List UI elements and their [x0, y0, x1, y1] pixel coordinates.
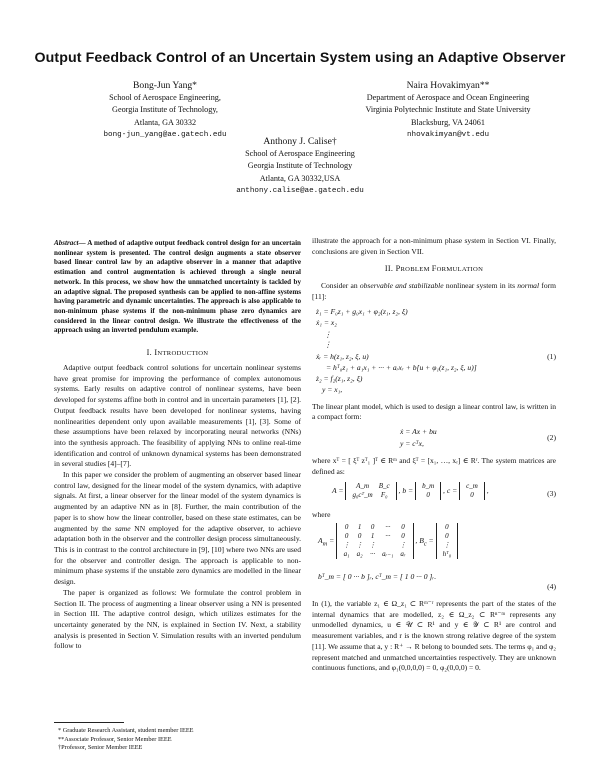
eq1-line: = hᵀ₀z₁ + a₁x₁ + ··· + aᵣxᵣ + b[u + φ₁(z₁, z₂, ξ, u)]: [326, 362, 477, 372]
author-name: Bong-Jun Yang*: [133, 80, 197, 91]
equation-3: A = A_m B_c g₀cᵀ_m F₀ , b = b_m 0 , c = c_m 0 , (3): [332, 482, 556, 500]
paper-title: Output Feedback Control of an Uncertain System using an Adaptive Observer: [34, 50, 566, 66]
author-dept: Department of Aerospace and Ocean Engineering: [366, 93, 530, 102]
intro-paragraph-2: In this paper we consider the problem of augmenting an observer based linear control law, designed for the linear model of the system dynamics, with adaptive signals. At first, a linear observer for the linear model of the system dynamics is augmented by an adaptive NN as in [8]. Further, the main contribution of the paper is to show how the linear controller, based on these state estimates, can be augmented by the same NN employed for the adaptive observer, to achieve adaptation both in the observer and the controller design process simultaneously. This is in contrast to the control architecture in [9], [10] where two NNs are used for the observer and controller design. The approach is applicable to non-minimum phase systems if the unstable zero dynamics are modelled in the linear design.: [54, 470, 301, 587]
author-block-2: [328, 79, 568, 142]
author-name: Anthony J. Calise†: [263, 136, 337, 147]
eq4-line: bᵀ_m = [ 0 ··· b ]ᵣ, cᵀ_m = [ 1 0 ··· 0 ]ᵣ.: [318, 572, 437, 582]
section-heading-introduction: I. INTRODUCTION: [146, 348, 209, 358]
footnote-divider: [54, 722, 124, 723]
author-address: Atlanta, GA 30332: [133, 117, 197, 127]
equation-number: (2): [547, 432, 556, 442]
author-inst: Georgia Institute of Technology,: [112, 105, 218, 115]
author-dept: School of Aerospace Engineering,: [109, 93, 221, 102]
equation-2: [312, 426, 556, 452]
abstract-label: Abstract: [54, 239, 79, 247]
equation-4: $A_m$ = 0 1 0 ··· 0 0 0 1 ··· 0 ⋮ ⋮ ⋮ ⋮ a₁ a₂ ··· aᵣ₋₁ aᵣ , $B_c$ = 0 0 ⋮ hᵀ₀ bᵀ_m = [ 0 ··· b ]ᵣ, cᵀ_m = [ 1 0 ··· 0 ]ᵣ. (4): [318, 523, 556, 592]
where-paragraph-2: where: [312, 510, 331, 520]
intro-paragraph-3: The paper is organized as follows: We formulate the control problem in Section II. The process of augmenting a linear observer using a NN is presented in Section III. The adaptive control design, which utilizes estimates for the uncertainty generated by the NN, is explained in Section IV. Next, a stability analysis is presented in Section V. Simulation results with an inverted pendulum follow to: [54, 587, 301, 651]
author-address: Atlanta, GA 30332,USA: [259, 173, 341, 183]
author-inst: Virginia Polytechnic Institute and State University: [365, 105, 531, 115]
author-email[interactable]: bong-jun_yang@ae.gatech.edu: [103, 131, 227, 140]
matrix-Am: 0 1 0 ··· 0 0 0 1 ··· 0 ⋮ ⋮ ⋮ ⋮ a₁ a₂ ··· aᵣ₋₁ aᵣ: [336, 523, 413, 559]
footnote-2: **Associate Professor, Senior Member IEEE: [58, 735, 172, 743]
eq1-line: ẋ₁ = x₂: [316, 317, 337, 327]
right-continuation: illustrate the approach for a non-minimum phase system in Section VI. Finally, conclusions are given in Section VII.: [312, 236, 556, 256]
section-heading-problem-formulation: II. PROBLEM FORMULATION: [384, 264, 484, 274]
vector-b: b_m 0: [415, 482, 441, 500]
eq1-line: ẋᵣ = h(z₁, z₂, ξ, u): [316, 351, 369, 361]
author-inst: Georgia Institute of Technology: [247, 161, 353, 171]
matrix-A: A_m B_c g₀cᵀ_m F₀: [345, 482, 396, 500]
eq1-line: ⋮: [324, 339, 332, 349]
eq1-line: ⋮: [324, 329, 332, 339]
eq2-line: y = cᵀx,: [400, 438, 424, 448]
author-dept: School of Aerospace Engineering: [245, 149, 355, 158]
sec2-paragraph-3: In (1), the variable z₁ ∈ Ω_z₁ ⊂ Rᵐ⁻ʳ represents the part of the states of the internal dynamics that are modelled, z₂ ∈ Ω_z₂ ⊂ Rⁿ⁻ᵐ represents any unmodelled dynamics, u ∈ 𝒰 ⊂ R¹ and y ∈ 𝒴 ⊂ R¹ are control and measurement variables, and r is the known strong relative degree of the system [11]. We assume that a, y : R⁺ → R belong to bounded sets. The terms φ₁ and φ₂ represent matched and unmatched uncertainties respectively. They are unknown continuous functions, and φ₁(0,0,0,0) = 0, φ₂(0,0,0) = 0.: [312, 599, 556, 673]
intro-paragraph-1: Adaptive output feedback control solutions for uncertain nonlinear systems have great promise for improving the performance of complex autonomous systems. Early results on adaptive control of nonlinear systems, have been developed for systems affine both in control and in uncertain parameters [1], [2]. Output feedback results have been developed for nonlinear systems, having nonlinearities dependent only upon available measurements [1], [3]. Some of these assumptions have been relaxed by incorporating neural networks (NNs) into the synthesis approach. The feasibility of applying NNs to online real-time identification and control of unknown dynamical systems has been demonstrated in several studies [4]–[7].: [54, 363, 301, 469]
equation-number: (1): [547, 351, 556, 361]
abstract-text: — A method of adaptive output feedback control design for an uncertain nonlinear system is presented. The control design augments a state observer based linear control law by an adaptive observer in a manner that adaptive estimation and control augmentation is achieved through a single neural network. In this process, we show how the unmatched uncertainty is tackled by an adaptive signal. The proposed synthesis can be applied to non-affine systems having parametric and dynamic uncertainties. The approach is also applicable to non-minimum phase systems if the non-minimum phase zero dynamics are considered in the linear control design. We illustrate the effectiveness of the approach using an inverted pendulum example.: [54, 239, 301, 335]
right-column: [312, 236, 556, 674]
left-column: [54, 239, 301, 652]
abstract: [54, 239, 301, 336]
footnotes: [58, 727, 298, 753]
footnote-3: †Professor, Senior Member IEEE: [58, 744, 143, 752]
footnote-1: * Graduate Research Assistant, student member IEEE: [58, 727, 194, 734]
author-block-1: [80, 79, 250, 142]
author-block-3: [200, 135, 400, 198]
sec2-paragraph-1: Consider an observable and stabilizable nonlinear system in its normal form [11]:: [312, 281, 556, 301]
author-name: Naira Hovakimyan**: [406, 80, 490, 91]
equation-number: (3): [547, 489, 556, 499]
eq1-line: ż₂ = f₂(z₁, z₂, ξ): [316, 373, 363, 383]
matrix-Bc: 0 0 ⋮ hᵀ₀: [436, 523, 459, 559]
eq1-line: ż₁ = F₀z₁ + g₀x₁ + φ₂(z₁, z₂, ξ): [316, 306, 408, 316]
eq2-line: ẋ = Ax + bu: [400, 426, 437, 436]
eq1-line: y = x₁,: [322, 384, 343, 394]
equation-1: [312, 306, 556, 398]
equation-number: (4): [547, 582, 556, 592]
author-email[interactable]: nhovakimyan@vt.edu: [406, 131, 490, 140]
sec2-paragraph-2: The linear plant model, which is used to design a linear control law, is written in a compact form:: [312, 401, 556, 422]
vector-c: c_m 0: [459, 482, 485, 500]
author-address: Blacksburg, VA 24061: [411, 117, 485, 127]
where-paragraph-1: where xᵀ = [ ξᵀ zᵀ₁ ]ᵀ ∈ Rᵐ and ξᵀ = [x₁, …, xᵣ] ∈ Rʳ. The system matrices are defined as:: [312, 455, 556, 476]
author-email[interactable]: anthony.calise@ae.gatech.edu: [236, 187, 364, 196]
